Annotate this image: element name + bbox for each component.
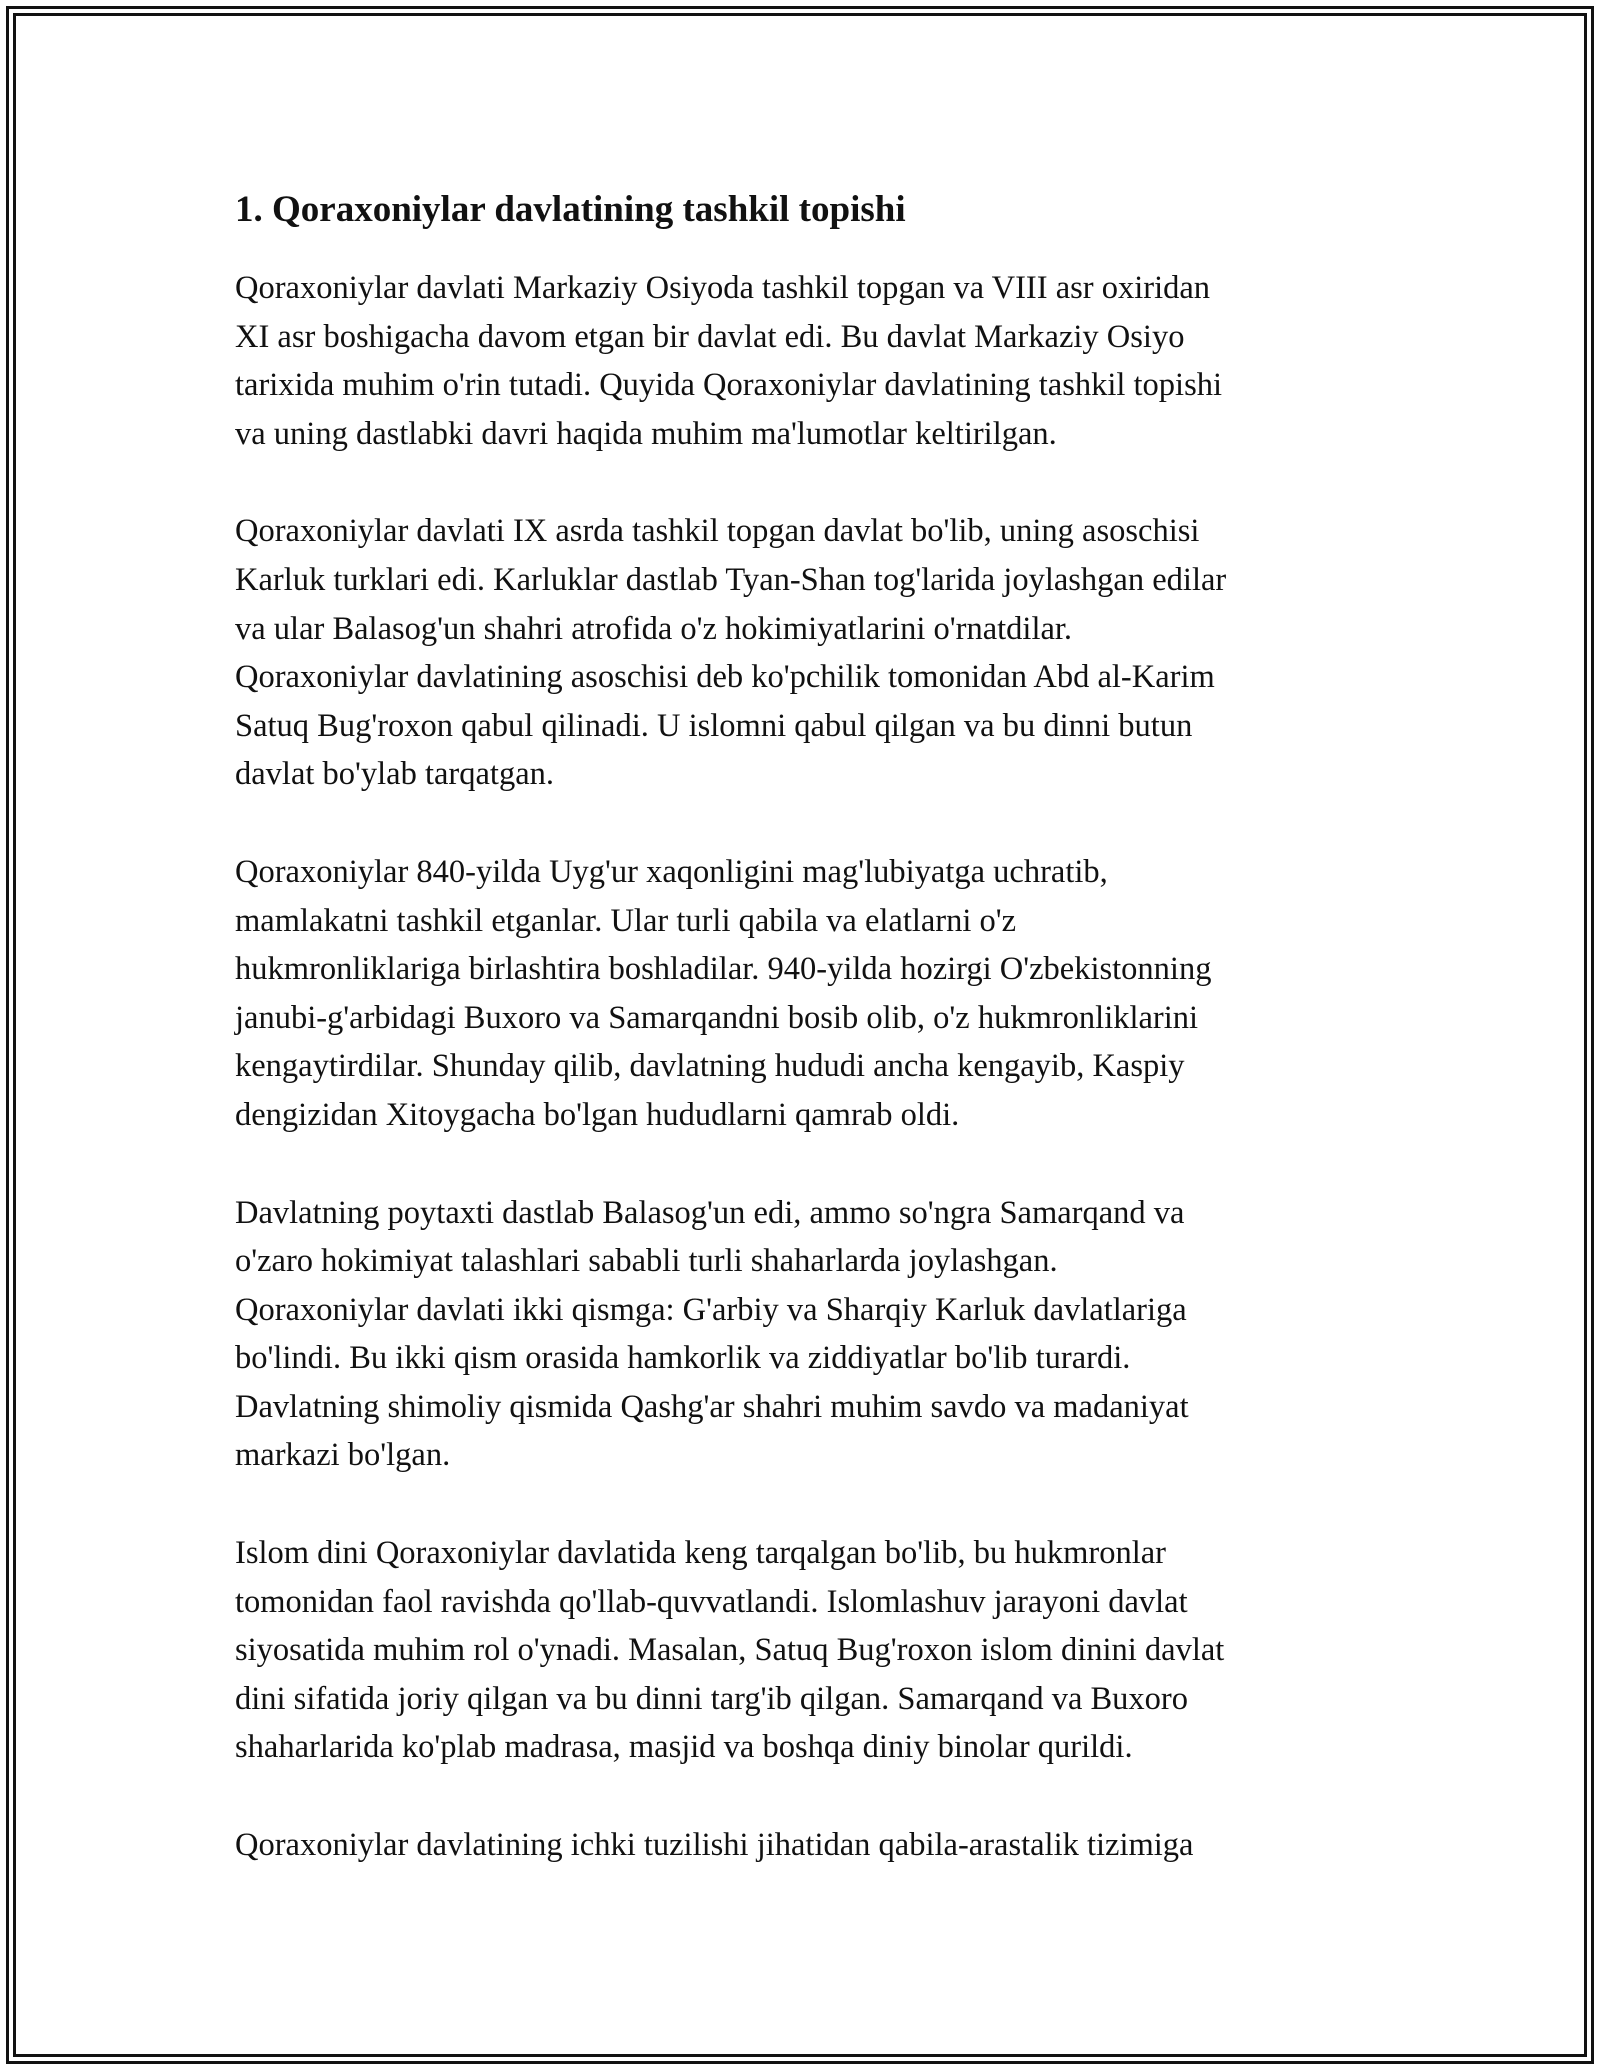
paragraph-4 <box>235 1189 1365 1481</box>
text-line: markazi bo'lgan. <box>235 1437 451 1474</box>
section-heading: 1. Qoraxoniylar davlatining tashkil topishi <box>235 189 906 230</box>
text-line: davlat bo'ylab tarqatgan. <box>235 756 555 793</box>
text-line: bo'lindi. Bu ikki qism orasida hamkorlik va ziddiyatlar bo'lib turardi. <box>235 1340 1131 1377</box>
text-line: janubi-g'arbidagi Buxoro va Samarqandni bosib olib, o'z hukmronliklarini <box>235 999 1199 1036</box>
text-line: mamlakatni tashkil etganlar. Ular turli qabila va elatlarni o'z <box>235 902 1017 939</box>
text-line: Qoraxoniylar 840-yilda Uyg'ur xaqonligini mag'lubiyatga uchratib, <box>235 853 1108 890</box>
text-line: siyosatida muhim rol o'ynadi. Masalan, Satuq Bug'roxon islom dinini davlat <box>235 1632 1225 1669</box>
text-line: dini sifatida joriy qilgan va bu dinni targ'ib qilgan. Samarqand va Buxoro <box>235 1680 1189 1717</box>
paragraph-2 <box>235 507 1365 799</box>
text-line: Qoraxoniylar davlatining asoschisi deb ko'pchilik tomonidan Abd al-Karim <box>235 659 1215 696</box>
paragraph-1 <box>235 264 1365 458</box>
text-line: Qoraxoniylar davlati Markaziy Osiyoda tashkil topgan va VIII asr oxiridan <box>235 270 1211 306</box>
text-line: Qoraxoniylar davlati ikki qismga: G'arbiy va Sharqiy Karluk davlatlariga <box>235 1291 1187 1328</box>
text-line: Davlatning shimoliy qismida Qashg'ar shahri muhim savdo va madaniyat <box>235 1388 1189 1425</box>
text-line: shaharlarida ko'plab madrasa, masjid va boshqa diniy binolar qurildi. <box>235 1729 1133 1766</box>
text-line: va uning dastlabki davri haqida muhim ma'lumotlar keltirilgan. <box>235 415 1057 452</box>
text-line: Qoraxoniylar davlati IX asrda tashkil topgan davlat bo'lib, uning asoschisi <box>235 513 1200 550</box>
paragraph-6 <box>235 1821 1365 1870</box>
text-line: Qoraxoniylar davlatining ichki tuzilishi jihatidan qabila-arastalik tizimiga <box>235 1827 1194 1864</box>
text-line: tomonidan faol ravishda qo'llab-quvvatlandi. Islomlashuv jarayoni davlat <box>235 1583 1188 1620</box>
text-line: XI asr boshigacha davom etgan bir davlat edi. Bu davlat Markaziy Osiyo <box>235 318 1185 355</box>
text-line: Islom dini Qoraxoniylar davlatida keng tarqalgan bo'lib, bu hukmronlar <box>235 1535 1166 1572</box>
text-line: Satuq Bug'roxon qabul qilinadi. U islomni qabul qilgan va bu dinni butun <box>235 707 1193 744</box>
paragraph-5 <box>235 1529 1365 1772</box>
text-line: o'zaro hokimiyat talashlari sababli turli shaharlarda joylashgan. <box>235 1243 1058 1280</box>
text-line: Karluk turklari edi. Karluklar dastlab Tyan-Shan tog'larida joylashgan edilar <box>235 561 1227 598</box>
text-line: tarixida muhim o'rin tutadi. Quyida Qoraxoniylar davlatining tashkil topishi <box>235 367 1223 404</box>
text-line: kengaytirdilar. Shunday qilib, davlatning hududi ancha kengayib, Kaspiy <box>235 1048 1185 1085</box>
text-line: Davlatning poytaxti dastlab Balasog'un edi, ammo so'ngra Samarqand va <box>235 1194 1185 1231</box>
text-line: va ular Balasog'un shahri atrofida o'z hokimiyatlarini o'rnatdilar. <box>235 610 1073 647</box>
document-page <box>235 186 1365 1919</box>
paragraph-3 <box>235 848 1365 1140</box>
text-line: hukmronliklariga birlashtira boshladilar. 940-yilda hozirgi O'zbekistonning <box>235 951 1212 988</box>
text-line: dengizidan Xitoygacha bo'lgan hududlarni qamrab oldi. <box>235 1096 960 1133</box>
